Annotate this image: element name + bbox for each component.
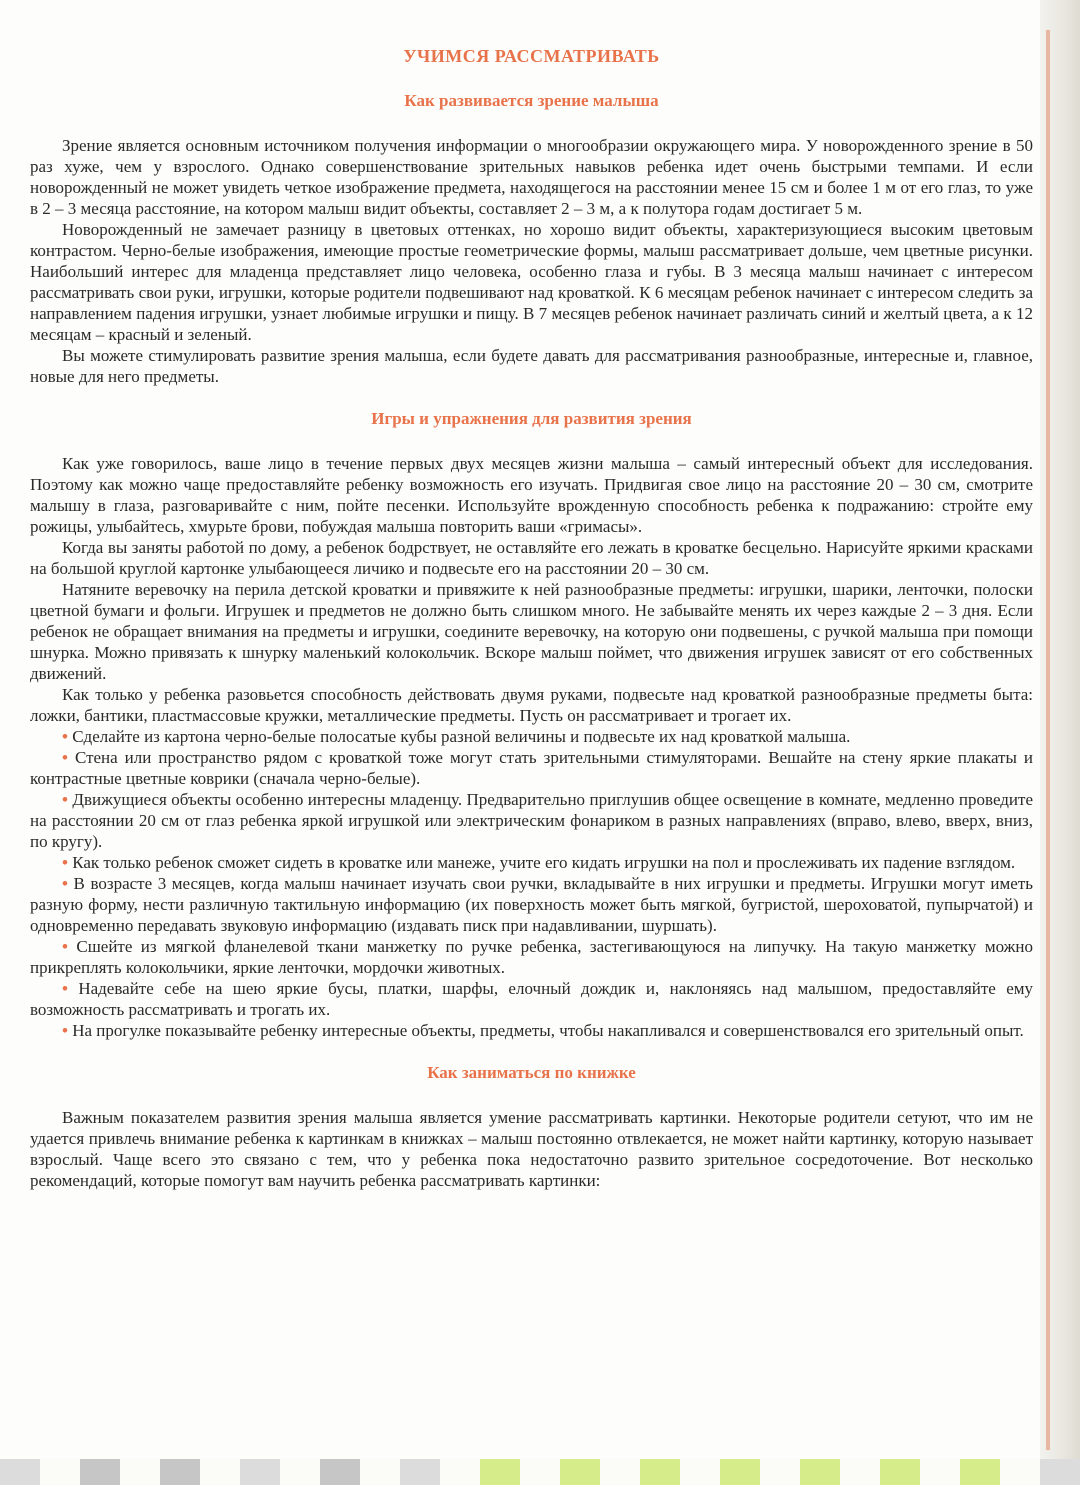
section-title: Как развивается зрение малыша xyxy=(404,91,659,110)
paragraph: Натяните веревочку на перила детской кроватки и привяжите к ней разнообразные предметы: игрушки, шарики, ленточки, полоски цветной бумаги и фольги. Игрушек и предметов не должно быть слишком много. Не забывайте менять их через каждые 2 – 3 дня. Если ребенок не обращает внимания на предметы и игрушки, соедините веревочку, на которую они подвешены, с ручкой малыша при помощи шнурка. Можно привязать к шнурку маленький колокольчик. Вскоре малыш поймет, что движения игрушек зависят от его собственных движений. xyxy=(30,580,1033,683)
bullet-dot-icon: • xyxy=(62,790,68,809)
bullet-dot-icon: • xyxy=(62,874,68,893)
strip-block xyxy=(320,1459,360,1485)
bullet-item xyxy=(30,726,1033,747)
bullet-text: Сделайте из картона черно-белые полосатые кубы разной величины и подвесьте их над кроваткой малыша. xyxy=(72,727,851,746)
strip-block xyxy=(600,1459,640,1485)
paragraph: Когда вы заняты работой по дому, а ребенок бодрствует, не оставляйте его лежать в кроватке бесцельно. Нарисуйте яркими красками на большой круглой картонке улыбающееся личико и подвесьте его на расстоянии 20 – 30 см. xyxy=(30,538,1033,578)
strip-block xyxy=(120,1459,160,1485)
page-content xyxy=(30,40,1033,1191)
strip-block xyxy=(360,1459,400,1485)
paragraph: Как уже говорилось, ваше лицо в течение первых двух месяцев жизни малыша – самый интересный объект для исследования. Поэтому как можно чаще предоставляйте ребенку возможность его изучать. Придвигая свое лицо на расстояние 20 – 30 см, смотрите малышу в глаза, разговаривайте с ним, пойте песенки. Используйте врожденную способность ребенка к подражанию: стройте ему рожицы, улыбайтесь, хмурьте брови, побуждая малыша повторить ваши «гримасы». xyxy=(30,454,1033,536)
bullet-item xyxy=(30,789,1033,852)
bullet-text: В возрасте 3 месяцев, когда малыш начинает изучать свои ручки, вкладывайте в них игрушки и предметы. Игрушки могут иметь разную форму, нести различную тактильную информацию (их поверхность может быть мягкой, бугристой, шероховатой, пупырчатой) и одновременно передавать звуковую информацию (издавать писк при надавливании, шуршать). xyxy=(30,874,1033,935)
strip-block xyxy=(80,1459,120,1485)
bullet-text: Сшейте из мягкой фланелевой ткани манжетку по ручке ребенка, застегивающуюся на липучку. На такую манжетку можно прикреплять колокольчики, яркие ленточки, мордочки животных. xyxy=(30,937,1033,977)
bullet-item xyxy=(30,936,1033,978)
bullet-text: Движущиеся объекты особенно интересны младенцу. Предварительно приглушив общее освещение в комнате, медленно проведите на расстоянии 20 см от глаз ребенка яркой игрушкой или электрическим фонариком в разных направлениях (вправо, влево, вверх, вниз, по кругу). xyxy=(30,790,1033,851)
bullet-dot-icon: • xyxy=(62,979,68,998)
bullet-dot-icon: • xyxy=(62,748,68,767)
strip-block xyxy=(280,1459,320,1485)
strip-block xyxy=(400,1459,440,1485)
bullet-item xyxy=(30,852,1033,873)
strip-block xyxy=(40,1459,80,1485)
section-title: Как заниматься по книжке xyxy=(427,1063,636,1082)
bullet-text: Надевайте себе на шею яркие бусы, платки, шарфы, елочный дождик и, наклоняясь над малышом, предоставляйте ему возможность рассматривать и трогать их. xyxy=(30,979,1034,1019)
strip-block xyxy=(1000,1459,1040,1485)
strip-block xyxy=(1040,1459,1080,1485)
paragraph: Как только у ребенка разовьется способность действовать двумя руками, подвесьте над кроваткой разнообразные предметы быта: ложки, бантики, пластмассовые кружки, металлические предметы. Пусть он рассматривает и трогает их. xyxy=(30,685,1033,725)
page-edge-stripe xyxy=(1046,30,1050,1450)
strip-block xyxy=(800,1459,840,1485)
strip-block xyxy=(920,1459,960,1485)
strip-block xyxy=(440,1459,480,1485)
bullet-dot-icon: • xyxy=(62,937,68,956)
strip-block xyxy=(680,1459,720,1485)
bullet-dot-icon: • xyxy=(62,1021,68,1040)
strip-block xyxy=(200,1459,240,1485)
strip-block xyxy=(480,1459,520,1485)
section-games-exercises xyxy=(30,409,1033,1041)
strip-block xyxy=(720,1459,760,1485)
bottom-color-strip xyxy=(0,1459,1080,1485)
strip-block xyxy=(0,1459,40,1485)
strip-block xyxy=(520,1459,560,1485)
strip-block xyxy=(880,1459,920,1485)
page-title: УЧИМСЯ РАССМАТРИВАТЬ xyxy=(403,46,660,66)
bullet-item xyxy=(30,978,1033,1020)
paragraph: Зрение является основным источником получения информации о многообразии окружающего мира. У новорожденного зрение в 50 раз хуже, чем у взрослого. Однако совершенствование зрительных навыков ребенка идет очень быстрыми темпами. И если новорожденный не может увидеть четкое изображение предмета, находящегося на расстоянии менее 15 см и более 1 м от его глаз, то уже в 2 – 3 месяца расстояние, на котором малыш видит объекты, составляет 2 – 3 м, а к полутора годам достигает 5 м. xyxy=(30,136,1033,218)
section-vision-development xyxy=(30,91,1033,387)
strip-block xyxy=(560,1459,600,1485)
strip-block xyxy=(160,1459,200,1485)
strip-block xyxy=(760,1459,800,1485)
bullet-dot-icon: • xyxy=(62,727,68,746)
bullet-item xyxy=(30,873,1033,936)
bullet-item xyxy=(30,1020,1033,1041)
section-book-usage xyxy=(30,1063,1033,1191)
bullet-text: На прогулке показывайте ребенку интересные объекты, предметы, чтобы накапливался и совершенствовался его зрительный опыт. xyxy=(72,1021,1024,1040)
strip-block xyxy=(240,1459,280,1485)
paragraph: Новорожденный не замечает разницу в цветовых оттенках, но хорошо видит объекты, характеризующиеся высоким цветовым контрастом. Черно-белые изображения, имеющие простые геометрические формы, малыш рассматривает дольше, чем цветные рисунки. Наибольший интерес для младенца представляет лицо человека, особенно глаза и губы. В 3 месяца малыш начинает с интересом рассматривать свои руки, игрушки, которые родители подвешивают над кроваткой. К 6 месяцам ребенок начинает с интересом следить за направлением падения игрушки, узнает любимые игрушки и пищу. В 7 месяцев ребенок начинает различать синий и желтый цвета, а к 12 месяцам – красный и зеленый. xyxy=(30,220,1033,344)
strip-block xyxy=(840,1459,880,1485)
bullet-text: Как только ребенок сможет сидеть в кроватке или манеже, учите его кидать игрушки на пол и прослеживать их падение взглядом. xyxy=(72,853,1016,872)
page-edge-shadow xyxy=(1040,0,1080,1485)
bullet-dot-icon: • xyxy=(62,853,68,872)
strip-block xyxy=(960,1459,1000,1485)
bullet-text: Стена или пространство рядом с кроваткой тоже могут стать зрительными стимуляторами. Вешайте на стену яркие плакаты и контрастные цветные коврики (сначала черно-белые). xyxy=(30,748,1033,788)
paragraph: Важным показателем развития зрения малыша является умение рассматривать картинки. Некоторые родители сетуют, что им не удается привлечь внимание ребенка к картинкам в книжках – малыш постоянно отвлекается, не может найти картинку, которую называет взрослый. Чаще всего это связано с тем, что у ребенка пока недостаточно развито зрительное сосредоточение. Вот несколько рекомендаций, которые помогут вам научить ребенка рассматривать картинки: xyxy=(30,1108,1033,1190)
paragraph: Вы можете стимулировать развитие зрения малыша, если будете давать для рассматривания разнообразные, интересные и, главное, новые для него предметы. xyxy=(30,346,1033,386)
strip-block xyxy=(640,1459,680,1485)
bullet-item xyxy=(30,747,1033,789)
section-title: Игры и упражнения для развития зрения xyxy=(371,409,692,428)
